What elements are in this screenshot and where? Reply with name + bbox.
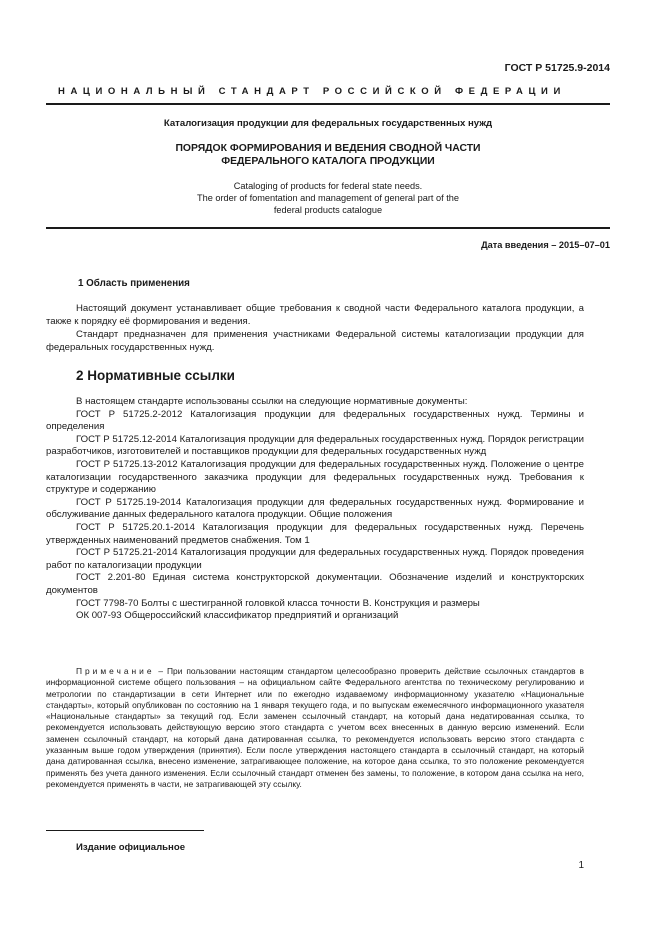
reference-item: ГОСТ Р 51725.2-2012 Каталогизация продукции для федеральных государственных нужд. Термины и определения xyxy=(46,408,584,433)
gost-number: ГОСТ Р 51725.9-2014 xyxy=(504,62,610,74)
english-line-2: The order of fomentation and management of general part of the xyxy=(196,193,459,203)
english-line-1: Cataloging of products for federal state needs. xyxy=(233,181,423,191)
document-title xyxy=(46,142,610,168)
footer-divider xyxy=(46,830,204,831)
title-line-2: ФЕДЕРАЛЬНОГО КАТАЛОГА ПРОДУКЦИИ xyxy=(221,156,435,167)
reference-item: ГОСТ 7798-70 Болты с шестигранной головкой класса точности В. Конструкция и размеры xyxy=(76,597,480,609)
references-intro: В настоящем стандарте использованы ссылки на следующие нормативные документы: xyxy=(76,396,468,407)
page-number: 1 xyxy=(578,860,584,871)
reference-item: ГОСТ Р 51725.13-2012 Каталогизация продукции для федеральных государственных нужд. Положение о центре каталогизации государственного заказчика продукции для федеральных государственных нужд. Требования к структуре и содержанию xyxy=(46,458,584,496)
section-1-heading: 1 Область применения xyxy=(78,278,190,289)
reference-item: ГОСТ Р 51725.20.1-2014 Каталогизация продукции для федеральных государственных нужд. Перечень утвержденных наименований предметов снабжения. Том 1 xyxy=(46,521,584,546)
references-list xyxy=(46,396,584,623)
english-title xyxy=(46,180,610,216)
intro-date: Дата введения – 2015–07–01 xyxy=(481,240,610,250)
section-1-paragraph-1: Настоящий документ устанавливает общие требования к сводной части Федерального каталога продукции, а также к порядку её формирования и ведения. xyxy=(46,303,584,327)
references-note xyxy=(46,666,584,790)
header-divider xyxy=(46,103,610,105)
category-title: Каталогизация продукции для федеральных государственных нужд xyxy=(163,118,493,129)
reference-item: ГОСТ 2.201-80 Единая система конструкторской документации. Обозначение изделий и конструкторских документов xyxy=(46,572,584,596)
reference-item: ГОСТ Р 51725.12-2014 Каталогизация продукции для федеральных государственных нужд. Порядок регистрации разработчиков, изготовителей и поставщиков продукции для федеральных государственных нужд xyxy=(46,433,584,458)
reference-item: ГОСТ Р 51725.19-2014 Каталогизация продукции для федеральных государственных нужд. Формирование и обслуживание данных федерального каталога продукции. Общие положения xyxy=(46,496,584,521)
edition-label: Издание официальное xyxy=(76,842,186,853)
section-2-heading: 2 Нормативные ссылки xyxy=(76,368,235,383)
reference-item: ГОСТ Р 51725.21-2014 Каталогизация продукции для федеральных государственных нужд. Порядок проведения работ по каталогизации продукции xyxy=(46,547,584,571)
national-standard-banner: НАЦИОНАЛЬНЫЙ СТАНДАРТ РОССИЙСКОЙ ФЕДЕРАЦИИ xyxy=(58,86,566,97)
english-line-3: federal products catalogue xyxy=(273,205,383,215)
note-text: – При пользовании настоящим стандартом целесообразно проверить действие ссылочных стандартов в информационной системе общего пользования – на официальном сайте Федерального агентства по техническому регулированию и метрологии по стандартизации в сети Интернет или по ежегодно издаваемому информационному указателю «Национальные стандарты», который опубликован по состоянию на 1 января текущего года, и по выпускам ежемесячного информационного указателя «Национальные стандарты» за текущий год. Если заменен ссылочный стандарт, на который дана недатированная ссылка, то рекомендуется использовать действующую версию этого стандарта с учетом всех внесенных в данную версию изменений. Если заменен ссылочный стандарт, на который дана датированная ссылка, то рекомендуется использовать версию этого стандарта с указанным выше годом утверждения (принятия). Если после утверждения настоящего стандарта в ссылочный стандарт, на который дана датированная ссылка, внесено изменение, затрагивающее положение, на которое дана ссылка, то это положение рекомендуется применять без учета данного изменения. Если ссылочный стандарт отменен без замены, то положение, в котором дана ссылка на него, рекомендуется применять в части, не затрагивающей эту ссылку. xyxy=(46,666,584,789)
title-line-1: ПОРЯДОК ФОРМИРОВАНИЯ И ВЕДЕНИЯ СВОДНОЙ ЧАСТИ xyxy=(175,143,481,154)
reference-item: ОК 007-93 Общероссийский классификатор предприятий и организаций xyxy=(76,610,399,622)
section-1-paragraph-2: Стандарт предназначен для применения участниками Федеральной системы каталогизации продукции для федеральных государственных нужд. xyxy=(46,329,584,353)
title-divider xyxy=(46,227,610,229)
note-label: Примечание xyxy=(76,666,155,676)
